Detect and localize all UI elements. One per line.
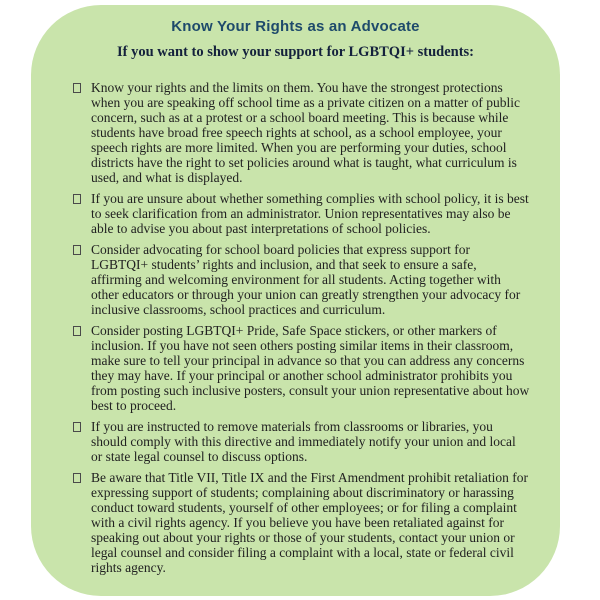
empty-checkbox-icon bbox=[73, 473, 81, 483]
bullet-item bbox=[72, 323, 530, 413]
subtitle: If you want to show your support for LGBTQI+ students: bbox=[117, 44, 474, 60]
empty-checkbox-icon bbox=[73, 245, 81, 255]
empty-checkbox-icon bbox=[73, 83, 81, 93]
bullet-text: If you are unsure about whether something complies with school policy, it is best to seek clarification from an administrator. Union representatives may also be able to advise you about past interpretations of school policies. bbox=[91, 191, 529, 236]
bullet-item bbox=[72, 419, 530, 464]
empty-checkbox-icon bbox=[73, 194, 81, 204]
rights-card bbox=[31, 5, 560, 596]
empty-checkbox-icon bbox=[73, 326, 81, 336]
bullet-text: Consider advocating for school board policies that express support for LGBTQI+ students’ rights and inclusion, and that seek to ensure a safe, affirming and welcoming environment for all students. Acting together with other educators or through your union can greatly strengthen your advocacy for inclusive classrooms, school practices and curriculum. bbox=[91, 242, 521, 317]
bullet-item bbox=[72, 80, 530, 185]
bullet-text: If you are instructed to remove materials from classrooms or libraries, you should comply with this directive and immediately notify your union and local or state legal counsel to discuss options. bbox=[91, 419, 516, 464]
bullet-item bbox=[72, 470, 530, 575]
bullet-item bbox=[72, 191, 530, 236]
bullet-text: Consider posting LGBTQI+ Pride, Safe Space stickers, or other markers of inclusion. If you have not seen others posting similar items in their classroom, make sure to tell your principal in advance so that you can address any concerns they may have. If your principal or another school administrator prohibits you from posting such inclusive posters, consult your union representative about how best to proceed. bbox=[91, 323, 530, 413]
bullet-text: Know your rights and the limits on them. You have the strongest protections when you are speaking off school time as a private citizen on a matter of public concern, such as at a protest or a school board meeting. This is because while students have broad free speech rights at school, as a school employee, your speech rights are more limited. When you are performing your duties, school districts have the right to set policies around what is taught, what curriculum is used, and what is displayed. bbox=[91, 80, 520, 185]
empty-checkbox-icon bbox=[73, 422, 81, 432]
page-title: Know Your Rights as an Advocate bbox=[171, 18, 420, 35]
bullet-text: Be aware that Title VII, Title IX and the First Amendment prohibit retaliation for expressing support of students; complaining about discriminatory or harassing conduct toward students, yourself of other employees; or for filing a complaint with a civil rights agency. If you believe you have been retaliated against for speaking out about your rights or those of your students, contact your union or legal counsel and consider filing a complaint with a local, state or federal civil rights agency. bbox=[91, 470, 528, 575]
bullet-item bbox=[72, 242, 530, 317]
bullet-list bbox=[72, 80, 530, 575]
